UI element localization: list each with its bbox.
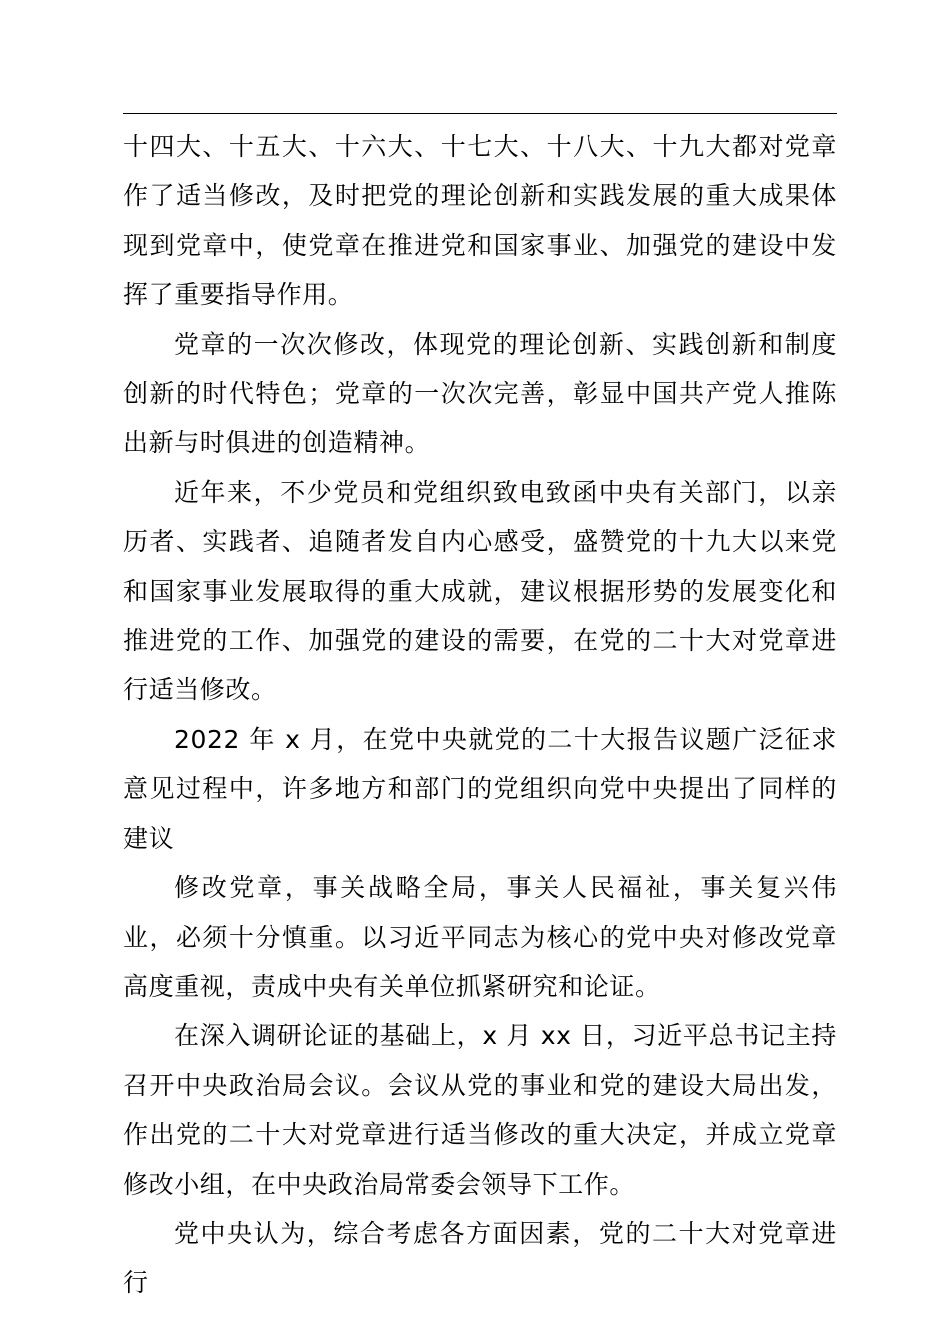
paragraph-3: 近年来，不少党员和党组织致电致函中央有关部门，以亲历者、实践者、追随者发自内心感受，盛赞党的十九大以来党和国家事业发展取得的重大成就，建议根据形势的发展变化和推进党的工作、加强党的建设的需要，在党的二十大对党章进行适当修改。: [123, 477, 837, 705]
header-rule: [123, 113, 837, 114]
paragraph-7: 党中央认为，综合考虑各方面因素，党的二十大对党章进行: [123, 1218, 837, 1298]
paragraph-4: 2022 年 x 月，在党中央就党的二十大报告议题广泛征求意见过程中，许多地方和部门的党组织向党中央提出了同样的建议: [123, 724, 837, 853]
paragraph-5: 修改党章，事关战略全局，事关人民福祉，事关复兴伟业，必须十分慎重。以习近平同志为核心的党中央对修改党章高度重视，责成中央有关单位抓紧研究和论证。: [123, 873, 837, 1001]
paragraph-6: 在深入调研论证的基础上，x 月 xx 日，习近平总书记主持召开中央政治局会议。会议从党的事业和党的建设大局出发，作出党的二十大对党章进行适当修改的重大决定，并成立党章修改小组，在中央政治局常委会领导下工作。: [123, 1021, 837, 1199]
document-body: [123, 122, 837, 1308]
paragraph-2: 党章的一次次修改，体现党的理论创新、实践创新和制度创新的时代特色；党章的一次次完善，彰显中国共产党人推陈出新与时俱进的创造精神。: [123, 329, 837, 458]
paragraph-1: 十四大、十五大、十六大、十七大、十八大、十九大都对党章作了适当修改，及时把党的理论创新和实践发展的重大成果体现到党章中，使党章在推进党和国家事业、加强党的建设中发挥了重要指导作用。: [123, 132, 837, 310]
